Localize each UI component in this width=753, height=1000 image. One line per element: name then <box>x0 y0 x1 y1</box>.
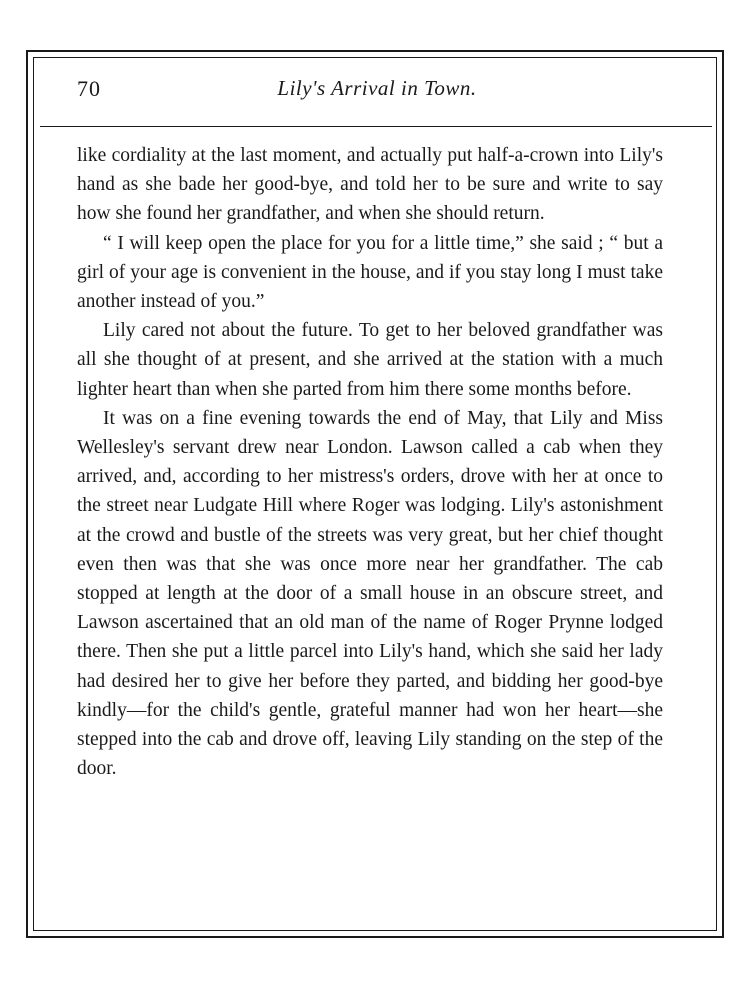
paragraph: “ I will keep open the place for you for a little time,” she said ; “ but a girl of your age is convenient in the house, and if you stay long I must take another instead of you.” <box>77 232 663 313</box>
page-number: 70 <box>77 76 101 101</box>
paragraph: It was on a fine evening towards the end of May, that Lily and Miss Wellesley's servant drew near London. Lawson called a cab when they arrived, and, according to her mistress's orders, drove with her at once to the street near Ludgate Hill where Roger was lodging. Lily's astonishment at the crowd and bustle of the streets was very great, but her chief thought even then was that she was once more near her grandfather. The cab stopped at length at the door of a small house in an obscure street, and Lawson ascertained that an old man of the name of Roger Prynne lodged there. Then she put a little parcel into Lily's hand, which she said her lady had desired her to give her before they parted, and bidding her good-bye kindly—for the child's gentle, grateful manner had won her heart—she stepped into the cab and drove off, leaving Lily standing on the step of the door. <box>77 407 663 780</box>
body-text <box>77 141 663 783</box>
page-header <box>77 76 677 106</box>
header-rule <box>40 126 712 127</box>
paragraph: like cordiality at the last moment, and actually put half-a-crown into Lily's hand as she bade her good-bye, and told her to be sure and write to say how she found her grandfather, and when she should return. <box>77 145 663 225</box>
running-title: Lily's Arrival in Town. <box>277 76 477 100</box>
paragraph: Lily cared not about the future. To get to her beloved grandfather was all she thought of at present, and she arrived at the station with a much lighter heart than when she parted from him there some months before. <box>77 320 663 400</box>
